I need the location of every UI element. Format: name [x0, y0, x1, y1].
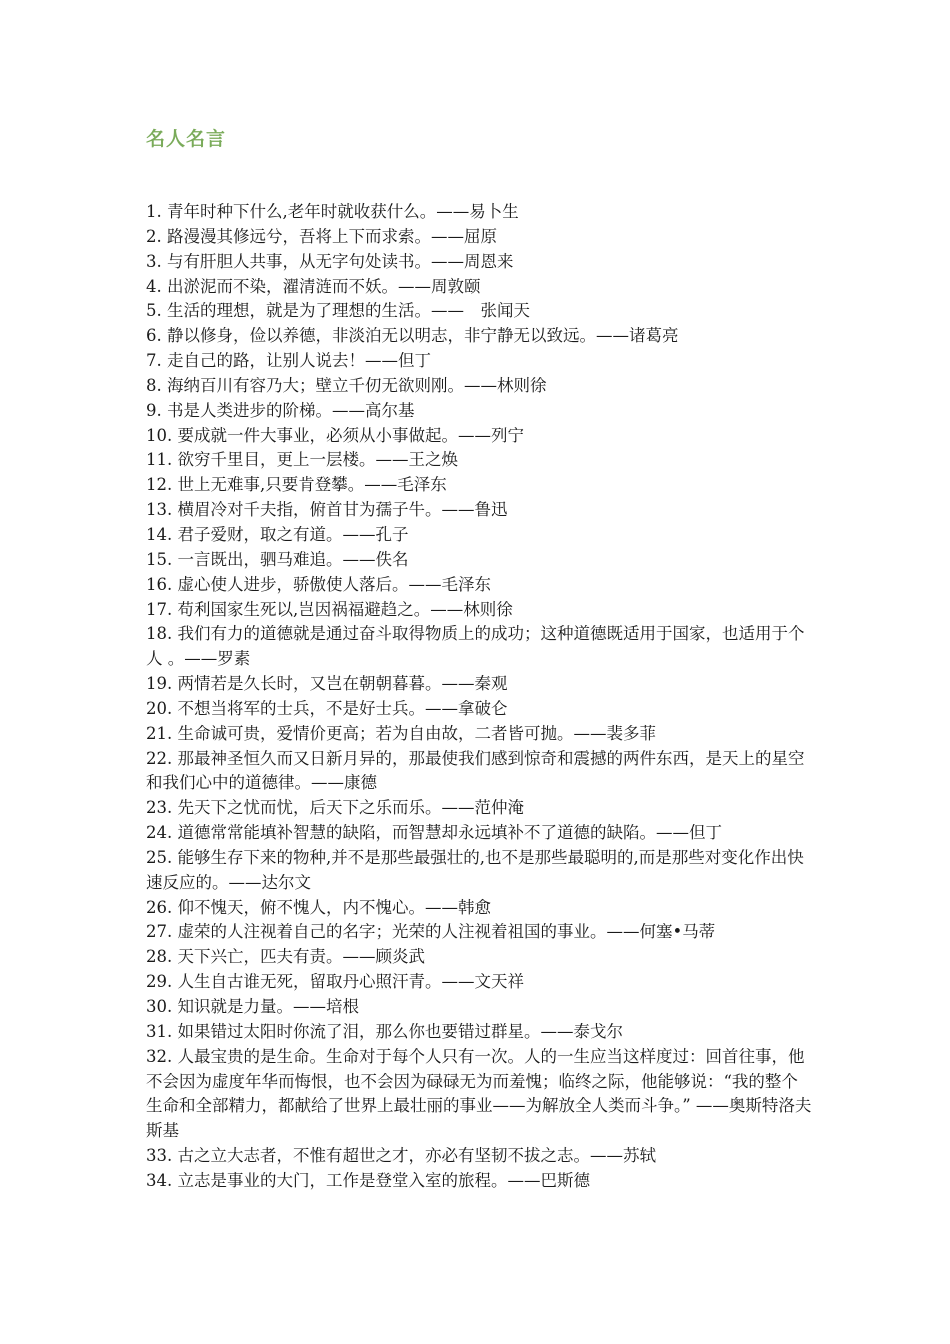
quote-item: 19. 两情若是久长时，又岂在朝朝暮暮。——秦观 — [146, 674, 508, 694]
quote-item: 30. 知识就是力量。——培根 — [146, 997, 359, 1016]
quote-item: 8. 海纳百川有容乃大；壁立千仞无欲则刚。——林则徐 — [146, 375, 547, 395]
quote-item: 10. 要成就一件大事业，必须从小事做起。——列宁 — [146, 425, 524, 445]
quote-item: 2. 路漫漫其修远兮，吾将上下而求索。——屈原 — [146, 226, 497, 246]
quote-item: 13. 横眉冷对千夫指，俯首甘为孺子牛。——鲁迅 — [146, 500, 508, 520]
quote-item: 16. 虚心使人进步，骄傲使人落后。——毛泽东 — [146, 574, 491, 594]
quote-item: 7. 走自己的路，让别人说去！——但丁 — [146, 351, 431, 371]
quote-item: 22. 那最神圣恒久而又日新月异的，那最使我们感到惊奇和震撼的两件东西，是天上的星空和我们心中的道德律。——康德 — [146, 748, 805, 793]
quote-item: 15. 一言既出，驷马难追。——佚名 — [146, 549, 409, 569]
quote-item: 20. 不想当将军的士兵，不是好士兵。——拿破仑 — [146, 698, 508, 718]
quote-item: 27. 虚荣的人注视着自己的名字；光荣的人注视着祖国的事业。——何塞•马蒂 — [146, 922, 716, 942]
quote-item: 21. 生命诚可贵，爱情价更高；若为自由故，二者皆可抛。——裴多菲 — [146, 723, 656, 743]
quote-item: 12. 世上无难事,只要肯登攀。——毛泽东 — [146, 475, 447, 495]
quote-item: 26. 仰不愧天，俯不愧人，内不愧心。——韩愈 — [146, 897, 491, 917]
quote-item: 32. 人最宝贵的是生命。生命对于每个人只有一次。人的一生应当这样度过：回首往事，他不会因为虚度年华而悔恨，也不会因为碌碌无为而羞愧；临终之际，他能够说：“我的整个生命和全部精力，都献给了世界上最壮丽的事业——为解放全人类而斗争。” ——奥斯特洛夫斯基 — [146, 1046, 812, 1141]
page-title: 名人名言 — [146, 128, 227, 150]
quote-item: 5. 生活的理想，就是为了理想的生活。—— 张闻天 — [146, 301, 530, 321]
quote-item: 29. 人生自古谁无死，留取丹心照汗青。——文天祥 — [146, 972, 524, 992]
quote-item: 4. 出淤泥而不染，濯清涟而不妖。——周敦颐 — [146, 276, 481, 296]
quote-item: 17. 苟利国家生死以,岂因祸福避趋之。——林则徐 — [146, 599, 513, 619]
quote-item: 6. 静以修身，俭以养德，非淡泊无以明志，非宁静无以致远。——诸葛亮 — [146, 326, 679, 346]
quote-list — [146, 200, 812, 1194]
quote-item: 1. 青年时种下什么,老年时就收获什么。——易卜生 — [146, 202, 519, 221]
quote-item: 11. 欲穷千里目，更上一层楼。——王之焕 — [146, 450, 458, 470]
quote-item: 14. 君子爱财，取之有道。——孔子 — [146, 524, 409, 544]
quote-item: 9. 书是人类进步的阶梯。——高尔基 — [146, 400, 415, 420]
quote-item: 34. 立志是事业的大门，工作是登堂入室的旅程。——巴斯德 — [146, 1170, 590, 1190]
quote-item: 23. 先天下之忧而忧，后天下之乐而乐。——范仲淹 — [146, 798, 524, 818]
quote-item: 18. 我们有力的道德就是通过奋斗取得物质上的成功；这种道德既适用于国家，也适用于个人 。——罗素 — [146, 624, 805, 669]
quote-item: 28. 天下兴亡，匹夫有责。——顾炎武 — [146, 947, 425, 967]
quote-item: 3. 与有肝胆人共事，从无字句处读书。——周恩来 — [146, 251, 514, 271]
quote-item: 31. 如果错过太阳时你流了泪，那么你也要错过群星。——泰戈尔 — [146, 1021, 623, 1041]
quote-item: 33. 古之立大志者，不惟有超世之才，亦必有坚韧不拔之志。——苏轼 — [146, 1146, 656, 1166]
quote-item: 25. 能够生存下来的物种,并不是那些最强壮的,也不是那些最聪明的,而是那些对变化作出快速反应的。——达尔文 — [146, 847, 804, 892]
quote-item: 24. 道德常常能填补智慧的缺陷，而智慧却永远填补不了道德的缺陷。——但丁 — [146, 823, 722, 843]
